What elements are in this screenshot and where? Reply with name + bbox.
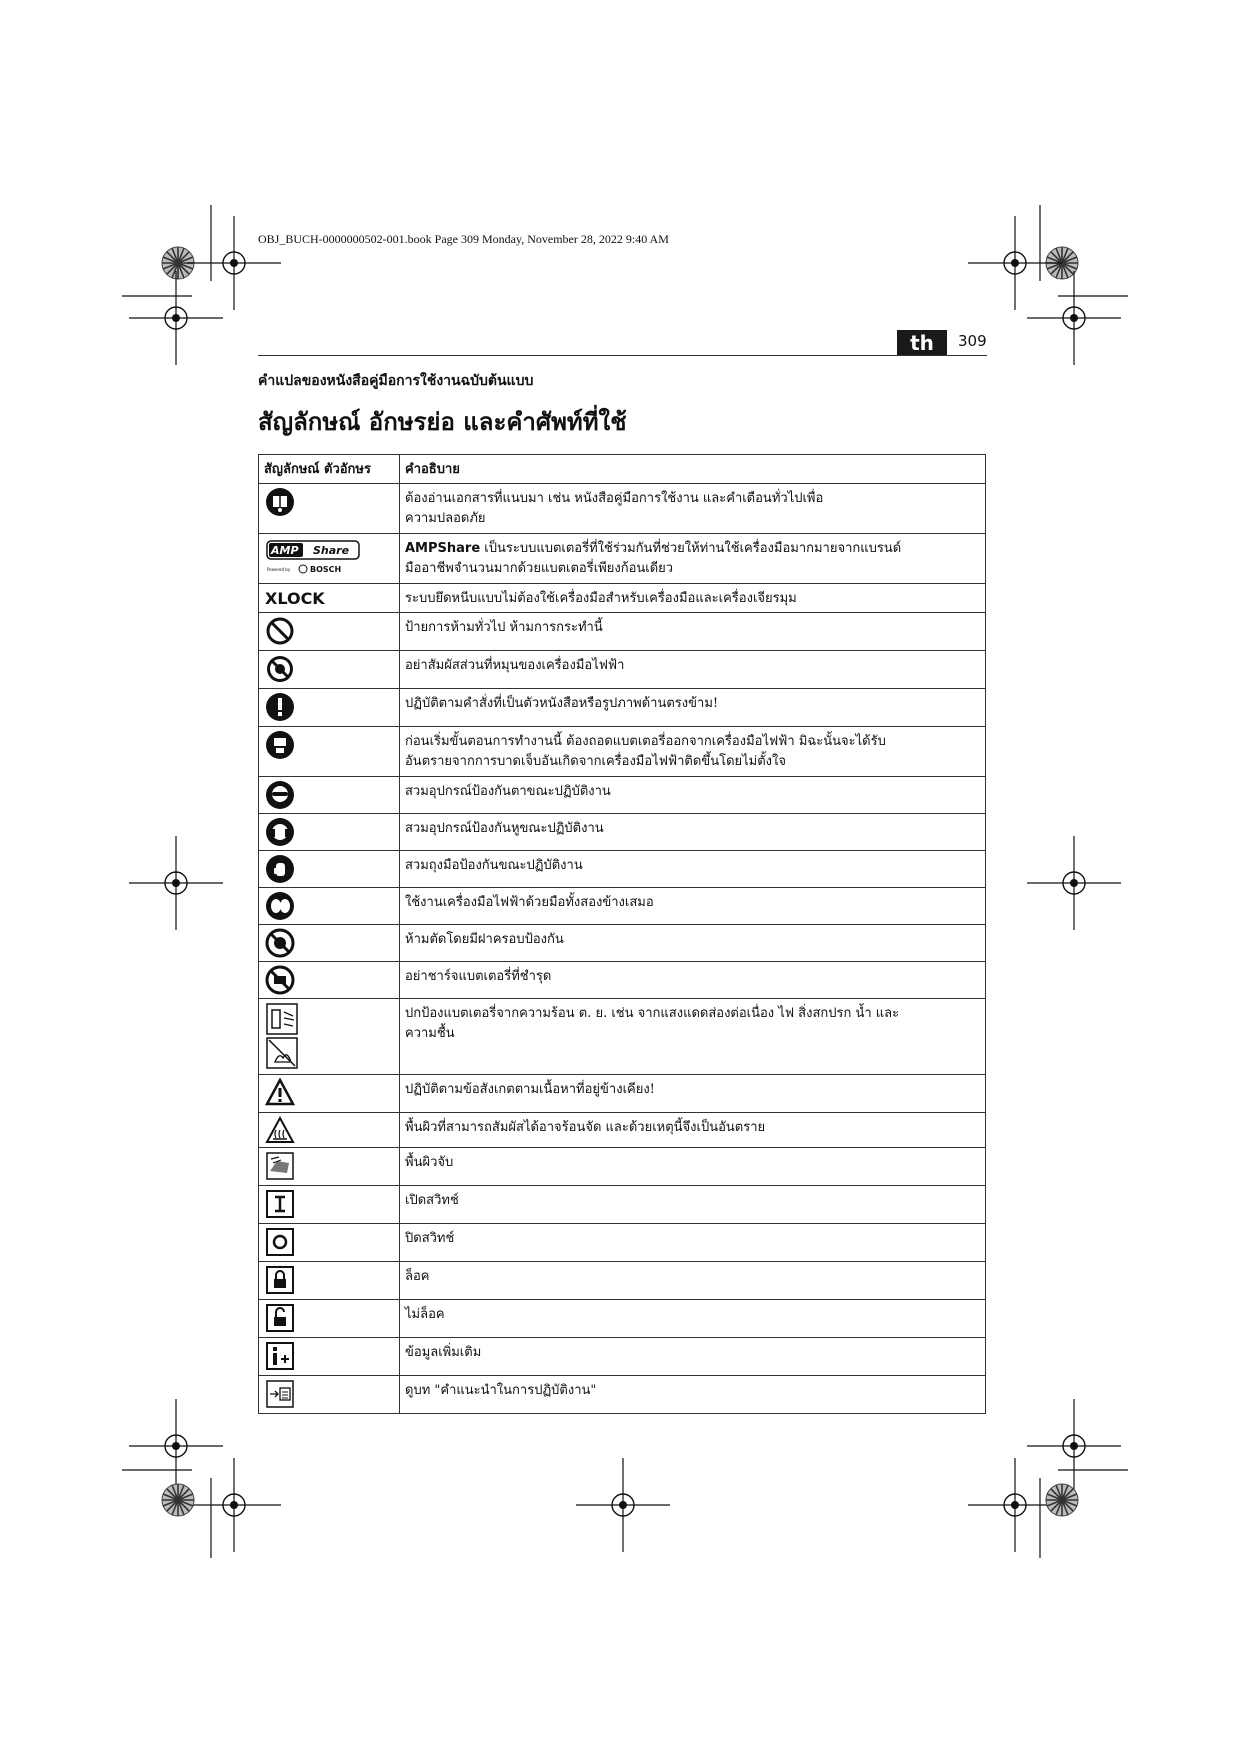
read-manual-icon — [265, 487, 295, 517]
no-touch-rotating-icon — [265, 654, 295, 684]
eye-protection-icon — [265, 780, 295, 810]
table-row — [259, 925, 986, 962]
row-description-cont: อันตรายจากการบาดเจ็บอันเกิดจากเครื่องมือไฟฟ้าติดขึ้นโดยไม่ตั้งใจ — [405, 754, 786, 769]
row-description: พื้นผิวที่สามารถสัมผัสได้อาจร้อนจัด และด้วยเหตุนี้จึงเป็นอันตราย — [405, 1120, 766, 1135]
row-description: ป้ายการห้ามทั่วไป ห้ามการกระทำนี้ — [405, 620, 603, 635]
table-row — [259, 777, 986, 814]
logo-amp-text: AMP — [271, 544, 299, 557]
row-description: สวมถุงมือป้องกันขณะปฏิบัติงาน — [405, 858, 583, 873]
section-subtitle: คำแปลของหนังสือคู่มือการใช้งานฉบับต้นแบบ — [258, 373, 534, 389]
table-row — [259, 727, 986, 777]
xlock-logo-text: XLOCK — [265, 589, 325, 607]
row-description: ปฏิบัติตามข้อสังเกตตามเนื้อหาที่อยู่ข้างเคียง! — [405, 1082, 655, 1097]
table-row — [259, 613, 986, 651]
row-description: ปฏิบัติตามคำสั่งที่เป็นตัวหนังสือหรือรูปภาพด้านตรงข้าม! — [405, 696, 719, 711]
ampshare-logo — [265, 537, 365, 577]
row-description: ห้ามตัดโดยมีฝาครอบป้องกัน — [405, 932, 564, 947]
warning-triangle-icon — [265, 1078, 295, 1106]
header-rule — [258, 355, 987, 356]
table-row — [259, 689, 986, 727]
table-row — [259, 999, 986, 1075]
row-description: อย่าชาร์จแบตเตอรี่ที่ชำรุด — [405, 969, 552, 984]
logo-share-text: Share — [313, 544, 350, 557]
page-number: 309 — [958, 332, 987, 350]
grip-surface-icon — [265, 1151, 295, 1181]
no-cutting-guard-icon — [265, 928, 295, 958]
table-header-row — [259, 455, 986, 484]
table-row — [259, 1186, 986, 1224]
switch-on-icon — [265, 1189, 295, 1219]
see-chapter-icon — [265, 1379, 295, 1409]
row-description: อย่าสัมผัสส่วนที่หมุนของเครื่องมือไฟฟ้า — [405, 658, 625, 673]
row-description: ก่อนเริ่มขั้นตอนการทำงานนี้ ต้องถอดแบตเตอรี่ออกจากเครื่องมือไฟฟ้า มิฉะนั้นจะได้รับ — [405, 734, 886, 749]
language-badge: th — [897, 330, 947, 356]
ear-protection-icon — [265, 817, 295, 847]
lock-icon — [265, 1265, 295, 1295]
hot-surface-icon — [265, 1116, 295, 1144]
protect-battery-icon — [265, 1002, 299, 1070]
table-row — [259, 814, 986, 851]
table-row — [259, 1338, 986, 1376]
table-row — [259, 1224, 986, 1262]
symbols-table — [258, 454, 986, 1414]
table-row — [259, 651, 986, 689]
table-row — [259, 1262, 986, 1300]
table-row — [259, 851, 986, 888]
table-row — [259, 1113, 986, 1148]
row-description: ล็อค — [405, 1269, 430, 1284]
mandatory-action-icon — [265, 692, 295, 722]
row-description: ปิดสวิทช์ — [405, 1231, 455, 1246]
row-description: ปกป้องแบตเตอรี่จากความร้อน ต. ย. เช่น จากแสงแดดส่องต่อเนื่อง ไฟ สิ่งสกปรก น้ำ และ — [405, 1006, 900, 1021]
unlock-icon — [265, 1303, 295, 1333]
row-description: เป็นระบบแบตเตอรี่ที่ใช้ร่วมกันที่ช่วยให้ท่านใช้เครื่องมือมากมายจากแบรนด์ — [480, 541, 902, 556]
table-row — [259, 1300, 986, 1338]
table-row — [259, 584, 986, 613]
book-header-line: OBJ_BUCH-0000000502-001.book Page 309 Monday, November 28, 2022 9:40 AM — [258, 232, 669, 246]
brand-name: AMPShare — [405, 541, 481, 556]
row-description: ไม่ล็อค — [405, 1307, 445, 1322]
row-description-cont: ความปลอดภัย — [405, 511, 486, 526]
row-description: ข้อมูลเพิ่มเติม — [405, 1345, 482, 1360]
table-row — [259, 1075, 986, 1113]
column-header-symbol: สัญลักษณ์ ตัวอักษร — [259, 455, 400, 484]
row-description: สวมอุปกรณ์ป้องกันหูขณะปฏิบัติงาน — [405, 821, 604, 836]
info-icon — [265, 1341, 295, 1371]
two-hands-icon — [265, 891, 295, 921]
remove-battery-icon — [265, 730, 295, 760]
table-row — [259, 1148, 986, 1186]
table-row — [259, 962, 986, 999]
row-description: พื้นผิวจับ — [405, 1155, 454, 1170]
row-description: เปิดสวิทช์ — [405, 1193, 459, 1208]
row-description: ระบบยึดหนีบแบบไม่ต้องใช้เครื่องมือสำหรับเครื่องมือและเครื่องเจียรมุม — [405, 591, 797, 606]
logo-bosch-text: BOSCH — [310, 565, 342, 574]
no-charge-damaged-icon — [265, 965, 295, 995]
table-row — [259, 534, 986, 584]
row-description-cont: มืออาชีพจำนวนมากด้วยแบตเตอรี่เพียงก้อนเดียว — [405, 561, 674, 576]
row-description-cont: ความชื้น — [405, 1026, 455, 1041]
page-title: สัญลักษณ์ อักษรย่อ และคำศัพท์ที่ใช้ — [258, 407, 627, 436]
gloves-icon — [265, 854, 295, 884]
table-row — [259, 888, 986, 925]
xlock-logo — [265, 587, 345, 607]
row-description: สวมอุปกรณ์ป้องกันตาขณะปฏิบัติงาน — [405, 784, 611, 799]
column-header-description: คำอธิบาย — [400, 455, 986, 484]
prohibition-icon — [265, 616, 295, 646]
table-row — [259, 1376, 986, 1414]
table-row — [259, 484, 986, 534]
row-description: ต้องอ่านเอกสารที่แนบมา เช่น หนังสือคู่มือการใช้งาน และคำเตือนทั่วไปเพื่อ — [405, 491, 824, 506]
logo-powered-text: Powered by — [267, 567, 291, 572]
row-description: ดูบท "คำแนะนำในการปฏิบัติงาน" — [405, 1383, 597, 1398]
switch-off-icon — [265, 1227, 295, 1257]
row-description: ใช้งานเครื่องมือไฟฟ้าด้วยมือทั้งสองข้างเสมอ — [405, 895, 654, 910]
